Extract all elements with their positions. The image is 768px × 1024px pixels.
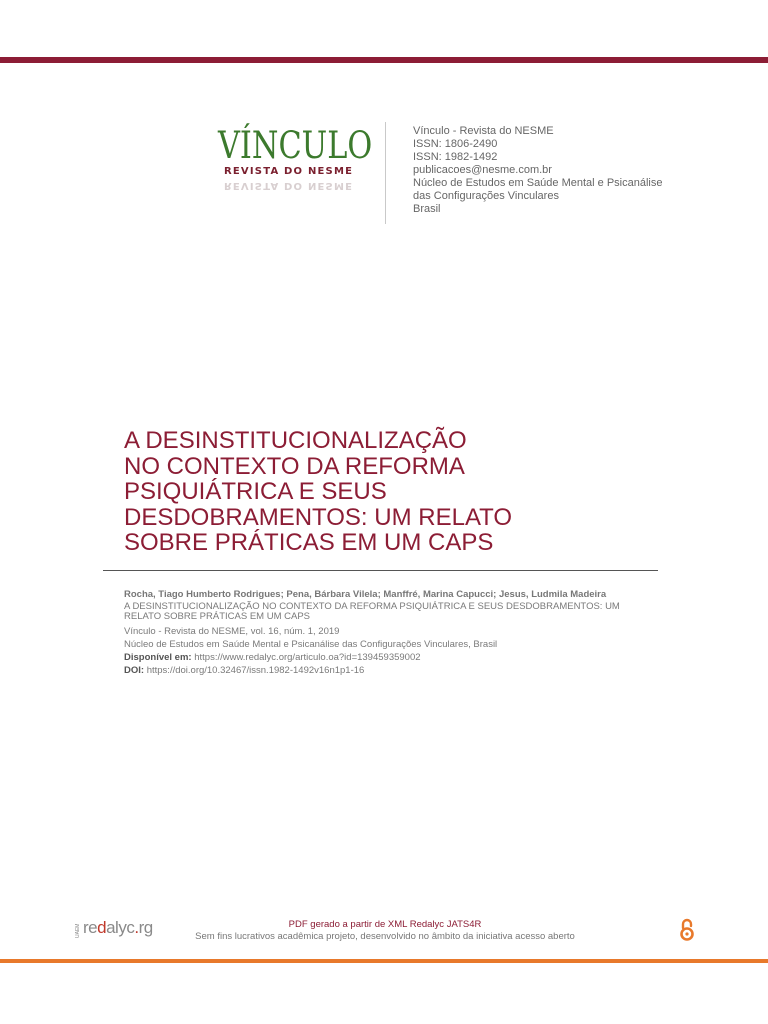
footer-initiative-note: Sem fins lucrativos acadêmica projeto, desenvolvido no âmbito da iniciativa acesso aberto [195, 931, 575, 942]
top-bar [0, 57, 768, 63]
citation-available-label: Disponível em: [124, 651, 192, 663]
journal-info [413, 125, 662, 216]
article-title-line: SOBRE PRÁTICAS EM UM CAPS [124, 529, 494, 556]
logo-subtitle: REVISTA DO NESME [224, 166, 354, 177]
uaem-label: UAEM [75, 923, 81, 938]
journal-institution-line1: Núcleo de Estudos em Saúde Mental e Psicanálise [413, 177, 663, 189]
citation-article-title: A DESINSTITUCIONALIZAÇÃO NO CONTEXTO DA REFORMA PSIQUIÁTRICA E SEUS DESDOBRAMENTOS: UM RELATO SOBRE PRÁTICAS EM UM CAPS [124, 600, 620, 622]
article-title-line: A DESINSTITUCIONALIZAÇÃO [124, 427, 467, 454]
redalyc-part: alyc [106, 918, 135, 937]
redalyc-logo[interactable] [75, 918, 170, 940]
article-title-line: NO CONTEXTO DA REFORMA [124, 452, 465, 480]
citation-journal-volume: Vínculo - Revista do NESME, vol. 16, núm. 1, 2019 [124, 625, 340, 637]
journal-issn-online: ISSN: 1982-1492 [413, 151, 498, 163]
footer-text [180, 919, 590, 943]
citation-available-link[interactable]: https://www.redalyc.org/articulo.oa?id=139459359002 [194, 651, 421, 663]
title-divider [103, 570, 658, 571]
journal-name: Vínculo - Revista do NESME [413, 125, 554, 137]
redalyc-dot: . [134, 918, 139, 937]
journal-issn-print: ISSN: 1806-2490 [413, 138, 498, 150]
citation-authors: Rocha, Tiago Humberto Rodrigues; Pena, Bárbara Vilela; Manffré, Marina Capucci; Jesus, Ludmila Madeira [124, 589, 607, 600]
bottom-bar [0, 959, 768, 963]
footer-generated-note: PDF gerado a partir de XML Redalyc JATS4R [288, 919, 482, 930]
article-title-line: PSIQUIÁTRICA E SEUS [124, 478, 387, 505]
redalyc-part: rg [138, 918, 153, 937]
citation-block [124, 590, 624, 677]
header-divider [385, 122, 386, 224]
journal-logo [214, 122, 373, 192]
citation-available [124, 651, 624, 664]
redalyc-wordmark [83, 918, 153, 938]
journal-institution-line2: das Configurações Vinculares [413, 190, 559, 202]
redalyc-accent: d [97, 918, 107, 937]
journal-email[interactable]: publicacoes@nesme.com.br [413, 164, 552, 176]
logo-title: VÍNCULO [218, 124, 373, 167]
citation-doi-label: DOI: [124, 664, 145, 676]
open-access-icon[interactable] [678, 918, 696, 942]
citation-doi-link[interactable]: https://doi.org/10.32467/issn.1982-1492v16n1p1-16 [146, 664, 365, 676]
logo-subtitle-reflection: REVISTA DO NESME [224, 180, 354, 191]
journal-country: Brasil [413, 203, 441, 215]
article-title-line: DESDOBRAMENTOS: UM RELATO [124, 503, 513, 531]
citation-publisher: Núcleo de Estudos em Saúde Mental e Psicanálise das Configurações Vinculares, Brasil [124, 638, 498, 650]
redalyc-part: re [83, 918, 98, 937]
article-title [124, 428, 644, 556]
citation-doi [124, 664, 624, 677]
